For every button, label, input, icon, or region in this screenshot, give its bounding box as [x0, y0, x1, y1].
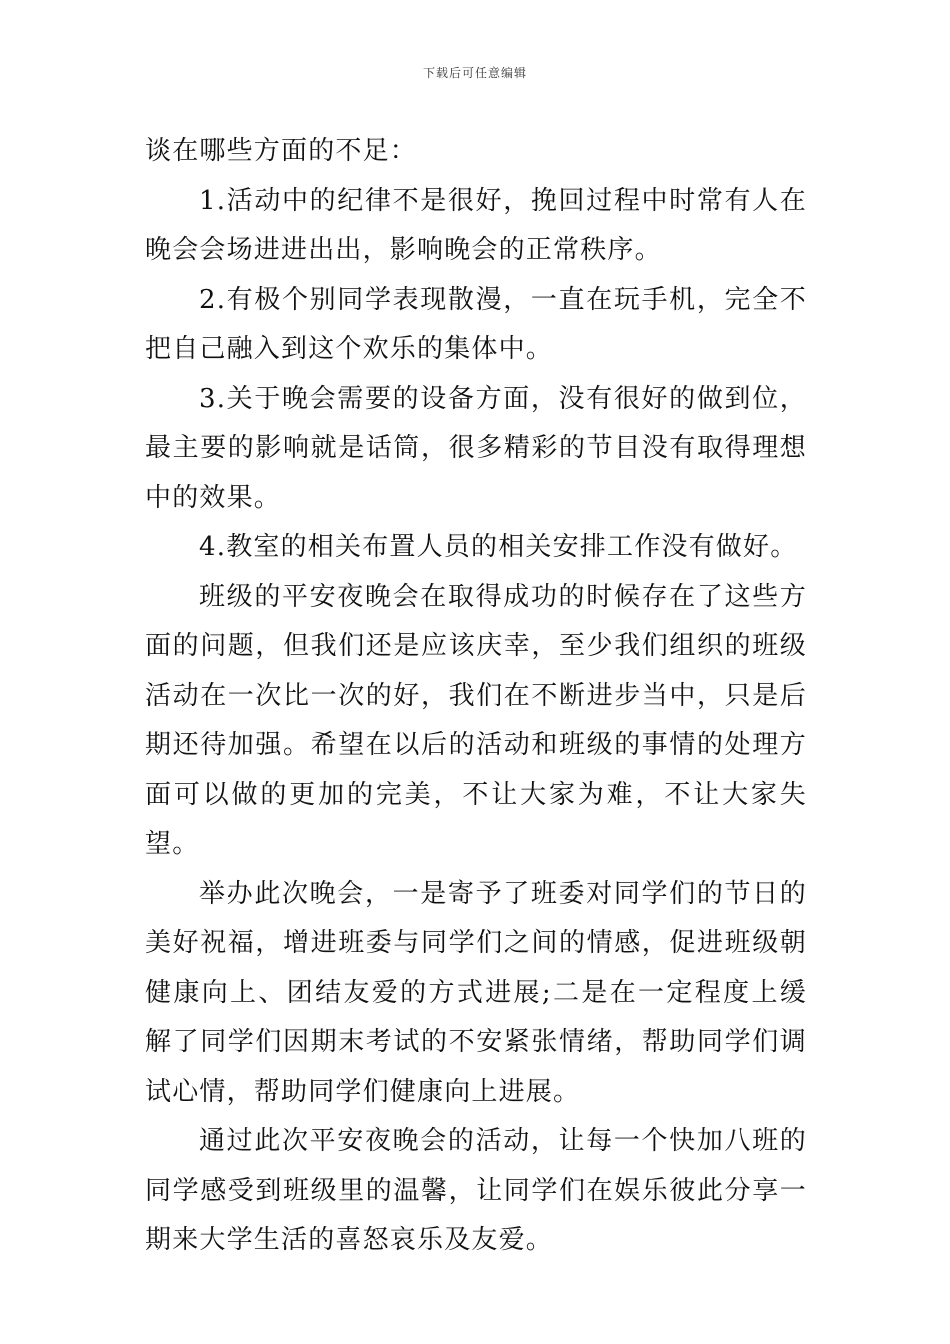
paragraph-reflection: 班级的平安夜晚会在取得成功的时候存在了这些方面的问题，但我们还是应该庆幸，至少我们组织的班级活动在一次比一次的好，我们在不断进步当中，只是后期还待加强。希望在以后的活动和班级的事情的处理方面可以做的更加的完美，不让大家为难，不让大家失望。 [145, 581, 807, 859]
paragraph-conclusion: 通过此次平安夜晚会的活动，让每一个快加八班的同学感受到班级里的温馨，让同学们在娱乐彼此分享一期来大学生活的喜怒哀乐及友爱。 [145, 1126, 807, 1255]
paragraph-item-4: 4.教室的相关布置人员的相关安排工作没有做好。 [199, 532, 798, 562]
paragraph-item-2: 2.有极个别同学表现散漫，一直在玩手机，完全不把自己融入到这个欢乐的集体中。 [145, 284, 807, 364]
paragraph-item-1: 1.活动中的纪律不是很好，挽回过程中时常有人在晚会会场进进出出，影响晚会的正常秩序。 [145, 185, 807, 265]
paragraph-purpose: 举办此次晚会，一是寄予了班委对同学们的节日的美好祝福，增进班委与同学们之间的情感，促进班级朝健康向上、团结友爱的方式进展;二是在一定程度上缓解了同学们因期末考试的不安紧张情绪，帮助同学们调试心情，帮助同学们健康向上进展。 [145, 878, 807, 1107]
header-note: 下载后可任意编辑 [422, 66, 527, 80]
document-body [145, 127, 807, 1266]
paragraph-intro: 谈在哪些方面的不足： [145, 136, 418, 166]
paragraph-item-3: 3.关于晚会需要的设备方面，没有很好的做到位，最主要的影响就是话筒，很多精彩的节目没有取得理想中的效果。 [145, 383, 807, 513]
